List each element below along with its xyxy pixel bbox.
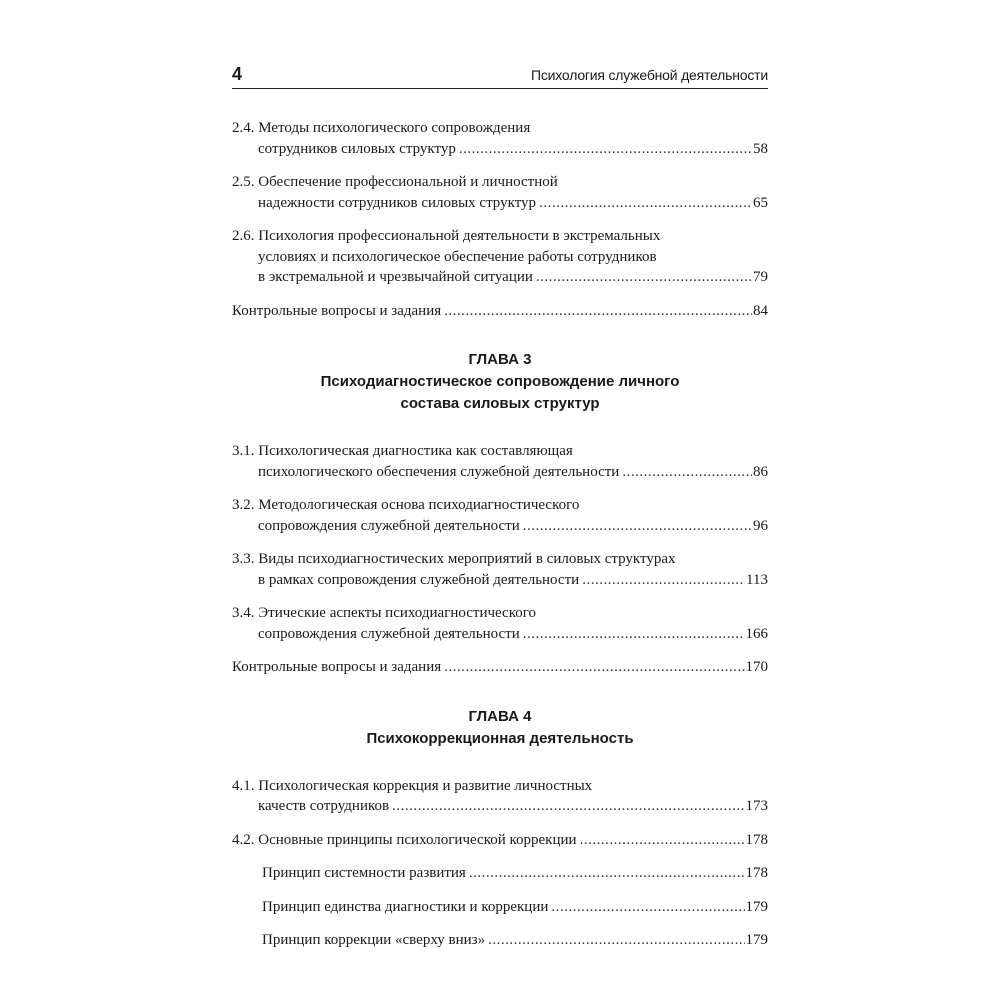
chapter-label: ГЛАВА 4 [468, 707, 532, 725]
toc-entry-last-line [232, 193, 768, 214]
chapter-label: ГЛАВА 3 [468, 351, 532, 368]
toc-entry-last-line [232, 796, 768, 817]
toc-entry[interactable] [232, 776, 768, 817]
chapter-title: Психокоррекционная деятельность [366, 729, 634, 747]
toc-page-number: 84 [753, 302, 768, 319]
dot-leader [488, 930, 744, 951]
dot-leader [392, 796, 744, 817]
toc-entry-last-line [232, 897, 768, 918]
toc-entry-title-cont: психологического обеспечения служебной деятельности [258, 463, 620, 480]
toc-entry-title: 4.2. Основные принципы психологической коррекции [232, 831, 577, 848]
toc-entry-title-cont: в экстремальной и чрезвычайной ситуации [258, 269, 533, 285]
toc-page-number: 173 [745, 798, 768, 814]
toc-entry-title: 4.1. Психологическая коррекция и развитие личностных [232, 777, 593, 794]
toc-entry-title: 3.1. Психологическая диагностика как составляющая [232, 443, 573, 459]
toc-entry[interactable] [232, 657, 768, 678]
toc-entry-last-line [232, 570, 768, 591]
toc-entry-title-cont: условиях и психологическое обеспечение работы сотрудников [258, 248, 657, 265]
toc-page-number: 58 [753, 140, 768, 157]
toc-entry[interactable] [232, 172, 768, 213]
toc-page-number: 170 [745, 659, 768, 675]
toc-entry-title: 2.6. Психология профессиональной деятельности в экстремальных [232, 228, 661, 244]
toc-entry-title: 2.5. Обеспечение профессиональной и личностной [232, 174, 558, 190]
toc-entry-title: 3.3. Виды психодиагностических мероприятий в силовых структурах [232, 551, 676, 567]
toc-entry-last-line [232, 462, 768, 483]
table-of-contents [232, 118, 768, 964]
dot-leader [459, 139, 752, 160]
dot-leader [469, 863, 745, 884]
toc-entry-last-line [232, 624, 768, 645]
toc-page-number: 113 [746, 571, 768, 588]
toc-entry-last-line [232, 863, 768, 884]
toc-subentry[interactable] [232, 897, 768, 918]
dot-leader [444, 301, 752, 322]
toc-entry-title-cont: сотрудников силовых структур [258, 140, 456, 157]
chapter-heading [232, 349, 768, 415]
toc-entry-last-line [232, 301, 768, 322]
toc-entry-title-cont: качеств сотрудников [258, 798, 390, 814]
toc-entry-last-line [232, 139, 768, 160]
dot-leader [582, 570, 745, 591]
toc-entry-title: Контрольные вопросы и задания [232, 659, 442, 675]
toc-page-number: 178 [745, 865, 768, 881]
toc-entry-last-line [232, 930, 768, 951]
toc-entry[interactable] [232, 830, 768, 851]
toc-entry-title: 3.4. Этические аспекты психодиагностического [232, 605, 537, 621]
toc-subentry[interactable] [232, 930, 768, 951]
toc-entry-title: Принцип коррекции «сверху вниз» [262, 932, 486, 948]
toc-page-number: 178 [745, 831, 768, 848]
toc-page-number: 179 [745, 932, 768, 948]
toc-entry-last-line [232, 830, 768, 851]
toc-page-number: 65 [753, 194, 768, 211]
chapter-title-cont: состава силовых структур [400, 395, 600, 412]
dot-leader [444, 657, 744, 678]
toc-entry[interactable] [232, 495, 768, 536]
toc-entry-title-cont: надежности сотрудников силовых структур [258, 194, 537, 211]
dot-leader [539, 193, 752, 214]
dot-leader [523, 624, 745, 645]
toc-entry-title-cont: сопровождения служебной деятельности [258, 625, 520, 642]
toc-entry-title-cont: сопровождения служебной деятельности [258, 517, 520, 534]
toc-subentry[interactable] [232, 863, 768, 884]
running-head [232, 62, 768, 89]
toc-entry-title: Принцип системности развития [262, 865, 466, 881]
toc-page-number: 179 [745, 898, 768, 915]
toc-page-number: 86 [753, 463, 768, 480]
dot-leader [536, 267, 752, 288]
toc-entry[interactable] [232, 118, 768, 159]
running-title: Психология служебной деятельности [530, 67, 768, 83]
toc-page-number: 79 [753, 269, 768, 285]
toc-entry[interactable] [232, 301, 768, 322]
dot-leader [580, 830, 745, 851]
toc-entry-title: Принцип единства диагностики и коррекции [262, 898, 549, 915]
toc-entry-title: Контрольные вопросы и задания [232, 302, 442, 319]
toc-entry[interactable] [232, 441, 768, 482]
toc-page-number: 96 [753, 517, 768, 534]
toc-entry-title: 2.4. Методы психологического сопровождения [232, 120, 531, 136]
toc-entry-last-line [232, 516, 768, 537]
toc-entry-title-cont: в рамках сопровождения служебной деятельности [258, 571, 580, 588]
toc-entry-last-line [232, 267, 768, 288]
toc-entry[interactable] [232, 226, 768, 288]
dot-leader [551, 897, 744, 918]
page-number: 4 [232, 64, 243, 84]
dot-leader [523, 516, 752, 537]
dot-leader [622, 462, 752, 483]
toc-entry-last-line [232, 657, 768, 678]
toc-page-number: 166 [745, 625, 768, 642]
toc-entry[interactable] [232, 603, 768, 644]
chapter-heading [232, 706, 768, 750]
toc-entry-title: 3.2. Методологическая основа психодиагностического [232, 497, 580, 513]
chapter-title: Психодиагностическое сопровождение личного [320, 373, 680, 390]
toc-entry[interactable] [232, 549, 768, 590]
